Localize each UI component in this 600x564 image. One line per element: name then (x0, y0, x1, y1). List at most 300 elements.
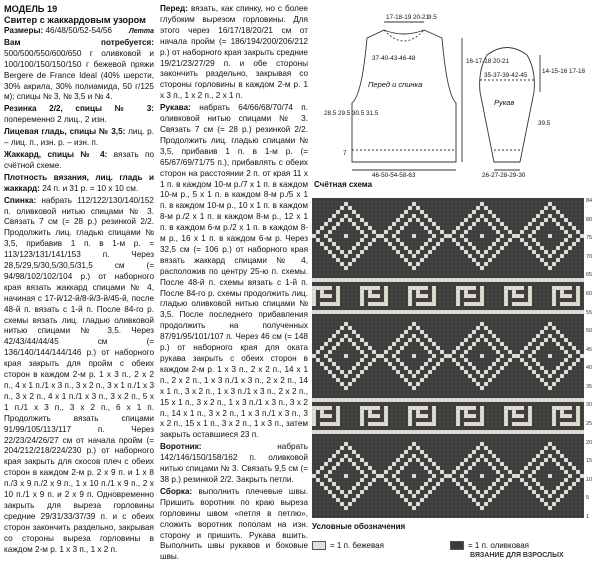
beige-stitch (396, 478, 400, 482)
beige-stitch (520, 422, 524, 426)
beige-stitch (348, 446, 352, 450)
beige-stitch (500, 222, 504, 226)
beige-stitch (380, 430, 384, 434)
beige-stitch (476, 446, 480, 450)
beige-stitch (324, 398, 328, 402)
beige-stitch (552, 422, 556, 426)
beige-stitch (572, 466, 576, 470)
beige-stitch (416, 278, 420, 282)
beige-stitch (316, 310, 320, 314)
beige-stitch (548, 354, 552, 358)
beige-stitch (404, 210, 408, 214)
beige-stitch (556, 498, 560, 502)
beige-stitch (356, 346, 360, 350)
beige-stitch (320, 226, 324, 230)
beige-stitch (540, 310, 544, 314)
beige-stitch (324, 462, 328, 466)
measure-body-width: 46-50-54-58-63 (372, 172, 416, 179)
beige-stitch (360, 290, 364, 294)
beige-stitch (336, 294, 340, 298)
beige-stitch (416, 398, 420, 402)
row-number: 35 (586, 383, 593, 390)
beige-stitch (512, 286, 516, 290)
beige-stitch (328, 430, 332, 434)
beige-stitch (372, 302, 376, 306)
beige-stitch (520, 414, 524, 418)
beige-stitch (324, 286, 328, 290)
legend-beige: = 1 п. бежевая (312, 541, 384, 550)
beige-stitch (360, 490, 364, 494)
beige-stitch (356, 278, 360, 282)
beige-stitch (384, 238, 388, 242)
beige-stitch (464, 310, 468, 314)
beige-stitch (488, 498, 492, 502)
beige-stitch (372, 422, 376, 426)
beige-stitch (420, 222, 424, 226)
beige-stitch (376, 310, 380, 314)
beige-stitch (352, 462, 356, 466)
beige-stitch (520, 294, 524, 298)
beige-stitch (340, 310, 344, 314)
beige-stitch (536, 430, 540, 434)
beige-stitch (528, 406, 532, 410)
beige-stitch (456, 422, 460, 426)
beige-stitch (476, 382, 480, 386)
beige-stitch (412, 310, 416, 314)
beige-stitch (412, 386, 416, 390)
beige-stitch (324, 406, 328, 410)
beige-stitch (552, 406, 556, 410)
beige-stitch (564, 422, 568, 426)
beige-stitch (400, 254, 404, 258)
beige-stitch (320, 410, 324, 414)
beige-stitch (472, 222, 476, 226)
beige-stitch (508, 350, 512, 354)
beige-stitch (544, 218, 548, 222)
beige-stitch (496, 370, 500, 374)
beige-stitch (496, 310, 500, 314)
beige-stitch (576, 230, 580, 234)
beige-stitch (552, 446, 556, 450)
beige-stitch (384, 294, 388, 298)
beige-stitch (472, 486, 476, 490)
beige-stitch (540, 498, 544, 502)
beige-stitch (556, 258, 560, 262)
beige-stitch (428, 490, 432, 494)
beige-stitch (320, 294, 324, 298)
beige-stitch (324, 342, 328, 346)
beige-stitch (500, 310, 504, 314)
beige-swatch (312, 541, 326, 550)
beige-stitch (388, 346, 392, 350)
beige-stitch (500, 354, 504, 358)
beige-stitch (560, 290, 564, 294)
page-footer: ВЯЗАНИЕ ДЛЯ ВЗРОСЛЫХ (470, 552, 564, 559)
beige-stitch (480, 202, 484, 206)
beige-stitch (348, 218, 352, 222)
beige-stitch (452, 310, 456, 314)
beige-stitch (428, 238, 432, 242)
beige-stitch (560, 214, 564, 218)
beige-stitch (480, 266, 484, 270)
beige-stitch (356, 454, 360, 458)
beige-stitch (528, 430, 532, 434)
beige-stitch (416, 410, 420, 414)
beige-stitch (568, 302, 572, 306)
beige-stitch (372, 478, 376, 482)
beige-stitch (576, 418, 580, 422)
beige-stitch (560, 414, 564, 418)
beige-stitch (552, 278, 556, 282)
beige-stitch (408, 406, 412, 410)
beige-stitch (548, 234, 552, 238)
beige-stitch (500, 366, 504, 370)
beige-stitch (368, 398, 372, 402)
beige-stitch (336, 462, 340, 466)
beige-stitch (460, 234, 464, 238)
beige-stitch (456, 242, 460, 246)
beige-stitch (324, 278, 328, 282)
beige-stitch (348, 262, 352, 266)
beige-stitch (572, 362, 576, 366)
paragraph-text: набрать 64/66/68/70/74 п. оливковой нитью спицами № 3. Связать 7 см (= 28 р.) резинкой 2/2. Продолжить лиц. гладью спицами № 3,5, прибавив 1 п. в 1-м р. (= 65/67/69/71/75 п.), прибавлять с обеих сторон на расстоянии 2 п. от края 11 х 1 п. в каждом 10-м р./7 х 1 п. в каждом 10-м р., 5 х 1 п. в каждом 8-м р./5 х 1 п. в каждом 10-м р., 10 х 1 п. в каждом 8-м р./2 х 1 п. в каждом 8-м р., 12 х 1 п. в каждом 6-м р./2 х 1 п. в каждом 8-м р., 16 х 1 п. в каждом 6-м р. Через 32,5 см (= 106 р.) от наборного края вязать жаккард спицами № 4, расположив по центру 25-ю п. схемы. После 48-й п. схемы вязать с 1-й п. После 84-го р. схемы продолжить лиц. гладью оливковой нитью спицами № 3,5. После последнего прибавления продолжить на полученных 87/91/95/101/107 п. Через 46 см (= 148 р.) от наборного края для оката рукава закрыть с обеих сторон в каждом 2-м р. 1 х 3 п., 2 х 2 п., 14 х 1 п., 2 х 2 п., 1 х 3 п./1 х 3 п., 2 х 2 п., 14 х 1 п., 3 х 2 п., 1 х 3 п./1 х 3 п., 2 х 2 п., 15 х 1 п., 3 х 2 п., 1 х 3 п./1 х 3 п., 3 х 2 п., 14 х 1 п., 3 х 2 п., 1 х 3 п./1 х 3 п., 3 х 2 п., 15 х 1 п., 3 х 2 п., 1 х 3 п., затем закрыть оставшиеся 23 п. (160, 103, 308, 440)
sleeve-label: Рукав (494, 98, 515, 107)
beige-stitch (384, 418, 388, 422)
beige-stitch (436, 242, 440, 246)
beige-stitch (548, 202, 552, 206)
beige-stitch (324, 366, 328, 370)
beige-stitch (540, 462, 544, 466)
beige-stitch (552, 430, 556, 434)
beige-stitch (404, 462, 408, 466)
beige-stitch (528, 294, 532, 298)
beige-stitch (380, 474, 384, 478)
beige-stitch (476, 302, 480, 306)
beige-stitch (364, 486, 368, 490)
beige-stitch (424, 430, 428, 434)
beige-stitch (564, 310, 568, 314)
beige-stitch (360, 218, 364, 222)
beige-stitch (480, 374, 484, 378)
beige-stitch (340, 398, 344, 402)
beige-stitch (384, 422, 388, 426)
beige-stitch (464, 286, 468, 290)
beige-stitch (580, 474, 584, 478)
beige-stitch (388, 398, 392, 402)
beige-stitch (480, 418, 484, 422)
beige-stitch (560, 302, 564, 306)
beige-stitch (396, 398, 400, 402)
beige-stitch (548, 214, 552, 218)
beige-stitch (496, 218, 500, 222)
beige-stitch (340, 502, 344, 506)
beige-stitch (312, 290, 316, 294)
beige-stitch (504, 406, 508, 410)
paragraph-text: набрать 112/122/130/140/152 п. оливковой нитью спицами № 3. Связать 7 см (= 28 р.) резинкой 2/2. Продолжить лиц. гладью спицами № 3,5, прибавив 1 п. в 1-м р. = 113/123/131/141/153 п. Через 28,5/29,5/30,5/30,5/31,5 см (= 94/98/102/102/104 р.) от наборного края вязать жаккард спицами № 4, начиная с 17-й/12-й/8-й/3-й/45-й, после 48-й п. вязать с 1-й п. После 84-го р. схемы вязать лиц. гладью оливковой нитью спицами № 3,5. Через 42/43/44/44/45 см (= 136/140/144/144/146 р.) от наборного края закрыть для пройм с обеих сторон в каждом 2-м р. 1 х 3 п., 2 х 2 п., 4 х 1 п./1 х 3 п., 3 х 2 п., 3 х 1 п./1 х 3 п., 3 х 2 п., 4 х 1 п./1 х 3 п., 3 х 2 п., 5 х 1 п./1 х 3 п., 3 х 2 п., 6 х 1 п. Продолжить вязать спицами 91/99/105/113/117 п. Через 22/23/24/26/27 см от начала пройм (= 204/212/218/224/230 р.) от наборного края закрыть для скосов плеч с обеих сторон в каждом 2-м р. 2 х 9 п. и 1 х 8 п./3 х 9 п./2 х 9 п., 1 х 10 п./1 х 9 п., 2 х 10 п./1 х 9 п. и 2 х 9 п. Одновременно закрыть для выреза горловины средние 29/31/33/37/39 п. и с обеих сторон закончить раздельно, закрывая со стороны выреза горловины в каждом 2-м р. 1 х 3 п., 1 х 2 п. (4, 195, 154, 554)
beige-stitch (432, 462, 436, 466)
beige-stitch (316, 470, 320, 474)
beige-stitch (484, 458, 488, 462)
beige-stitch (356, 242, 360, 246)
beige-stitch (376, 302, 380, 306)
beige-stitch (472, 414, 476, 418)
beige-stitch (392, 398, 396, 402)
beige-stitch (328, 406, 332, 410)
beige-stitch (312, 278, 316, 282)
beige-stitch (516, 294, 520, 298)
beige-stitch (456, 410, 460, 414)
beige-stitch (460, 286, 464, 290)
beige-stitch (564, 218, 568, 222)
row-number: 15 (586, 458, 593, 465)
beige-stitch (512, 398, 516, 402)
beige-stitch (344, 334, 348, 338)
beige-stitch (492, 430, 496, 434)
beige-stitch (520, 310, 524, 314)
beige-stitch (528, 310, 532, 314)
beige-stitch (400, 454, 404, 458)
beige-stitch (500, 486, 504, 490)
beige-stitch (436, 346, 440, 350)
beige-stitch (368, 290, 372, 294)
beige-stitch (384, 298, 388, 302)
beige-stitch (484, 278, 488, 282)
beige-stitch (384, 414, 388, 418)
beige-stitch (480, 354, 484, 358)
beige-stitch (532, 458, 536, 462)
beige-stitch (332, 430, 336, 434)
beige-stitch (360, 358, 364, 362)
beige-stitch (420, 430, 424, 434)
beige-stitch (336, 422, 340, 426)
beige-stitch (468, 406, 472, 410)
beige-stitch (448, 398, 452, 402)
beige-stitch (332, 242, 336, 246)
beige-stitch (456, 406, 460, 410)
beige-stitch (472, 210, 476, 214)
beige-stitch (564, 414, 568, 418)
beige-stitch (524, 466, 528, 470)
beige-stitch (312, 310, 316, 314)
beige-stitch (376, 430, 380, 434)
row-number: 45 (586, 346, 593, 353)
beige-stitch (356, 334, 360, 338)
beige-stitch (524, 278, 528, 282)
beige-stitch (372, 294, 376, 298)
beige-stitch (384, 302, 388, 306)
beige-stitch (460, 310, 464, 314)
beige-stitch (552, 294, 556, 298)
beige-stitch (560, 254, 564, 258)
beige-stitch (504, 298, 508, 302)
beige-stitch (468, 334, 472, 338)
beige-stitch (452, 470, 456, 474)
beige-stitch (472, 498, 476, 502)
beige-stitch (424, 226, 428, 230)
beige-stitch (396, 278, 400, 282)
beige-stitch (352, 330, 356, 334)
beige-stitch (576, 414, 580, 418)
beige-stitch (512, 410, 516, 414)
beige-stitch (380, 310, 384, 314)
beige-stitch (464, 238, 468, 242)
beige-stitch (548, 454, 552, 458)
beige-stitch (544, 370, 548, 374)
beige-stitch (576, 350, 580, 354)
beige-stitch (408, 338, 412, 342)
beige-stitch (368, 242, 372, 246)
paragraph-heading: Плотность вязания, лиц. гладь и жаккард: (4, 172, 154, 193)
beige-stitch (516, 286, 520, 290)
beige-stitch (428, 338, 432, 342)
beige-stitch (488, 278, 492, 282)
beige-stitch (532, 470, 536, 474)
beige-stitch (572, 430, 576, 434)
beige-stitch (432, 302, 436, 306)
beige-stitch (396, 490, 400, 494)
beige-stitch (560, 406, 564, 410)
beige-stitch (540, 222, 544, 226)
beige-stitch (384, 406, 388, 410)
beige-stitch (400, 226, 404, 230)
beige-stitch (328, 398, 332, 402)
beige-stitch (472, 302, 476, 306)
beige-stitch (404, 450, 408, 454)
beige-stitch (312, 406, 316, 410)
beige-stitch (360, 370, 364, 374)
beige-stitch (336, 290, 340, 294)
author-signature: Летта (128, 28, 154, 35)
beige-stitch (576, 406, 580, 410)
beige-stitch (376, 474, 380, 478)
beige-stitch (520, 278, 524, 282)
beige-stitch (536, 346, 540, 350)
beige-stitch (420, 246, 424, 250)
beige-stitch (384, 278, 388, 282)
beige-stitch (376, 354, 380, 358)
beige-stitch (544, 430, 548, 434)
beige-stitch (404, 342, 408, 346)
beige-stitch (468, 422, 472, 426)
beige-stitch (360, 422, 364, 426)
beige-stitch (560, 242, 564, 246)
beige-stitch (356, 398, 360, 402)
beige-stitch (312, 286, 316, 290)
beige-stitch (536, 226, 540, 230)
beige-stitch (336, 298, 340, 302)
beige-stitch (320, 466, 324, 470)
beige-stitch (408, 302, 412, 306)
beige-stitch (508, 358, 512, 362)
beige-stitch (524, 482, 528, 486)
beige-stitch (488, 342, 492, 346)
beige-stitch (576, 410, 580, 414)
beige-stitch (384, 430, 388, 434)
chart-title: Счётная схема (314, 180, 373, 189)
beige-stitch (420, 366, 424, 370)
beige-stitch (364, 398, 368, 402)
beige-stitch (404, 222, 408, 226)
paragraph-text: лиц. р. – лиц. п., изн. р. – изн. п. (4, 127, 154, 148)
beige-stitch (312, 354, 316, 358)
beige-stitch (552, 298, 556, 302)
beige-stitch (464, 398, 468, 402)
beige-stitch (400, 334, 404, 338)
beige-stitch (564, 294, 568, 298)
beige-stitch (428, 230, 432, 234)
beige-stitch (408, 418, 412, 422)
beige-stitch (544, 502, 548, 506)
beige-stitch (428, 470, 432, 474)
beige-stitch (320, 482, 324, 486)
beige-stitch (312, 422, 316, 426)
beige-stitch (552, 398, 556, 402)
beige-stitch (552, 310, 556, 314)
beige-stitch (328, 230, 332, 234)
beige-stitch (472, 294, 476, 298)
beige-stitch (568, 430, 572, 434)
beige-stitch (336, 414, 340, 418)
beige-stitch (480, 294, 484, 298)
beige-stitch (504, 242, 508, 246)
beige-stitch (552, 250, 556, 254)
beige-stitch (452, 358, 456, 362)
beige-stitch (460, 486, 464, 490)
beige-stitch (408, 422, 412, 426)
beige-stitch (432, 410, 436, 414)
beige-stitch (384, 410, 388, 414)
beige-stitch (456, 278, 460, 282)
beige-stitch (356, 466, 360, 470)
beige-stitch (472, 310, 476, 314)
beige-stitch (420, 294, 424, 298)
beige-stitch (512, 310, 516, 314)
beige-stitch (416, 382, 420, 386)
beige-stitch (560, 454, 564, 458)
beige-stitch (424, 374, 428, 378)
beige-stitch (536, 310, 540, 314)
beige-stitch (344, 354, 348, 358)
beige-stitch (492, 334, 496, 338)
beige-stitch (564, 238, 568, 242)
beige-stitch (576, 398, 580, 402)
beige-stitch (412, 234, 416, 238)
beige-stitch (420, 278, 424, 282)
beige-stitch (512, 430, 516, 434)
beige-stitch (336, 278, 340, 282)
beige-stitch (456, 414, 460, 418)
beige-stitch (396, 218, 400, 222)
beige-stitch (416, 430, 420, 434)
beige-stitch (468, 242, 472, 246)
beige-stitch (576, 278, 580, 282)
beige-stitch (480, 414, 484, 418)
beige-stitch (508, 478, 512, 482)
beige-stitch (488, 462, 492, 466)
beige-stitch (344, 386, 348, 390)
beige-stitch (456, 286, 460, 290)
beige-stitch (480, 290, 484, 294)
beige-stitch (376, 414, 380, 418)
beige-stitch (356, 482, 360, 486)
beige-stitch (544, 446, 548, 450)
beige-stitch (440, 358, 444, 362)
beige-stitch (576, 478, 580, 482)
beige-stitch (556, 330, 560, 334)
beige-stitch (448, 354, 452, 358)
beige-stitch (464, 458, 468, 462)
beige-stitch (508, 278, 512, 282)
